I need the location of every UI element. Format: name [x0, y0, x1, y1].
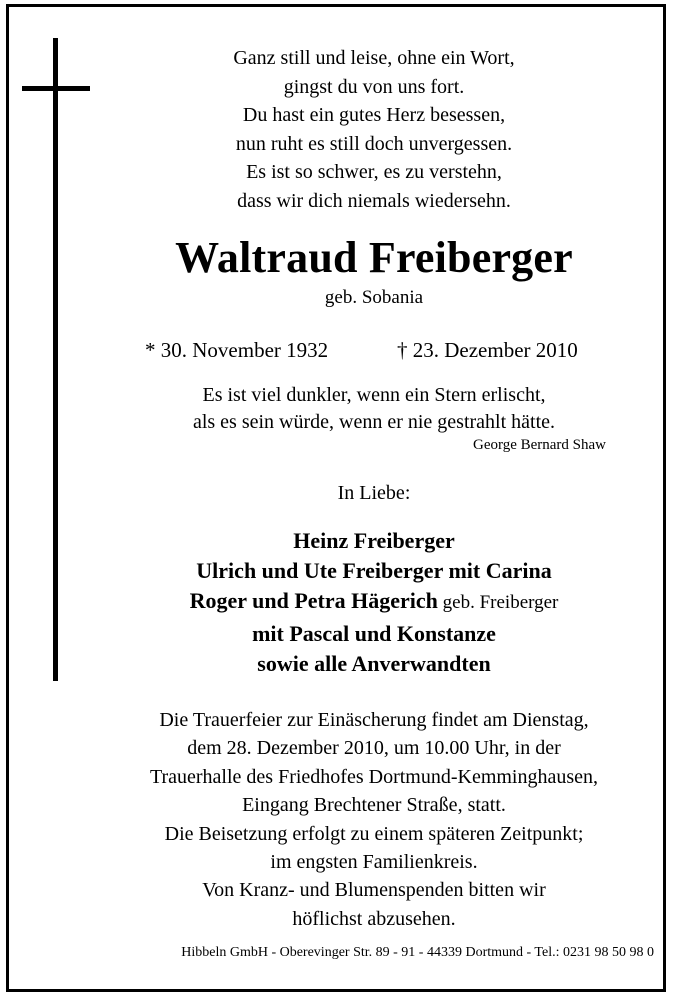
ceremony-info [94, 706, 654, 933]
family-member-names: Roger und Petra Hägerich [189, 588, 438, 614]
death-date: † 23. Dezember 2010 [397, 338, 578, 362]
poem-line: Du hast ein gutes Herz besessen, [242, 104, 506, 127]
ceremony-line: Die Trauerfeier zur Einäscherung findet am Dienstag, [159, 709, 589, 731]
family-member: Ulrich und Ute Freiberger mit Carina [196, 558, 552, 584]
family-member [100, 586, 648, 618]
in-love-heading: In Liebe: [337, 482, 411, 504]
cross-vertical-bar [53, 38, 58, 681]
poem-line: Ganz still und leise, ohne ein Wort, [233, 47, 515, 69]
poem-line: Es ist so schwer, es zu verstehn, [246, 161, 502, 184]
poem-line: nun ruht es still doch unvergessen. [235, 132, 513, 155]
poem-line: gingst du von uns fort. [283, 75, 465, 98]
quote-line: als es sein würde, wenn er nie gestrahlt hätte. [192, 411, 556, 433]
funeral-home-footer: Hibbeln GmbH - Oberevinger Str. 89 - 91 - 44339 Dortmund - Tel.: 0231 98 50 98 0 [181, 945, 654, 960]
quote [100, 382, 648, 436]
poem-line: dass wir dich niemals wiedersehn. [237, 189, 511, 212]
ceremony-line: Eingang Brechtener Straße, statt. [242, 794, 506, 817]
ceremony-line: höflichst abzusehen. [292, 907, 456, 930]
deceased-name: Waltraud Freiberger [175, 233, 573, 282]
ceremony-line: im engsten Familienkreis. [270, 851, 478, 874]
ceremony-line: Von Kranz- und Blumenspenden bitten wir [202, 879, 546, 902]
family-member: Heinz Freiberger [293, 528, 455, 553]
ceremony-line: dem 28. Dezember 2010, um 10.00 Uhr, in der [187, 737, 561, 760]
poem [100, 44, 648, 216]
deceased-birth-name: geb. Sobania [324, 287, 424, 308]
quote-line: Es ist viel dunkler, wenn ein Stern erlischt, [202, 384, 546, 406]
quote-author: George Bernard Shaw [472, 437, 606, 453]
ceremony-line: Die Beisetzung erfolgt zu einem späteren Zeitpunkt; [164, 822, 584, 845]
family-member: mit Pascal und Konstanze [252, 620, 496, 646]
ceremony-line: Trauerhalle des Friedhofes Dortmund-Kemminghausen, [149, 765, 599, 788]
birth-date: * 30. November 1932 [145, 338, 329, 362]
family-member: sowie alle Anverwandten [257, 650, 491, 676]
family-list [100, 526, 648, 679]
cross-horizontal-bar [22, 86, 90, 91]
family-member-birth-name: geb. Freiberger [437, 592, 559, 614]
